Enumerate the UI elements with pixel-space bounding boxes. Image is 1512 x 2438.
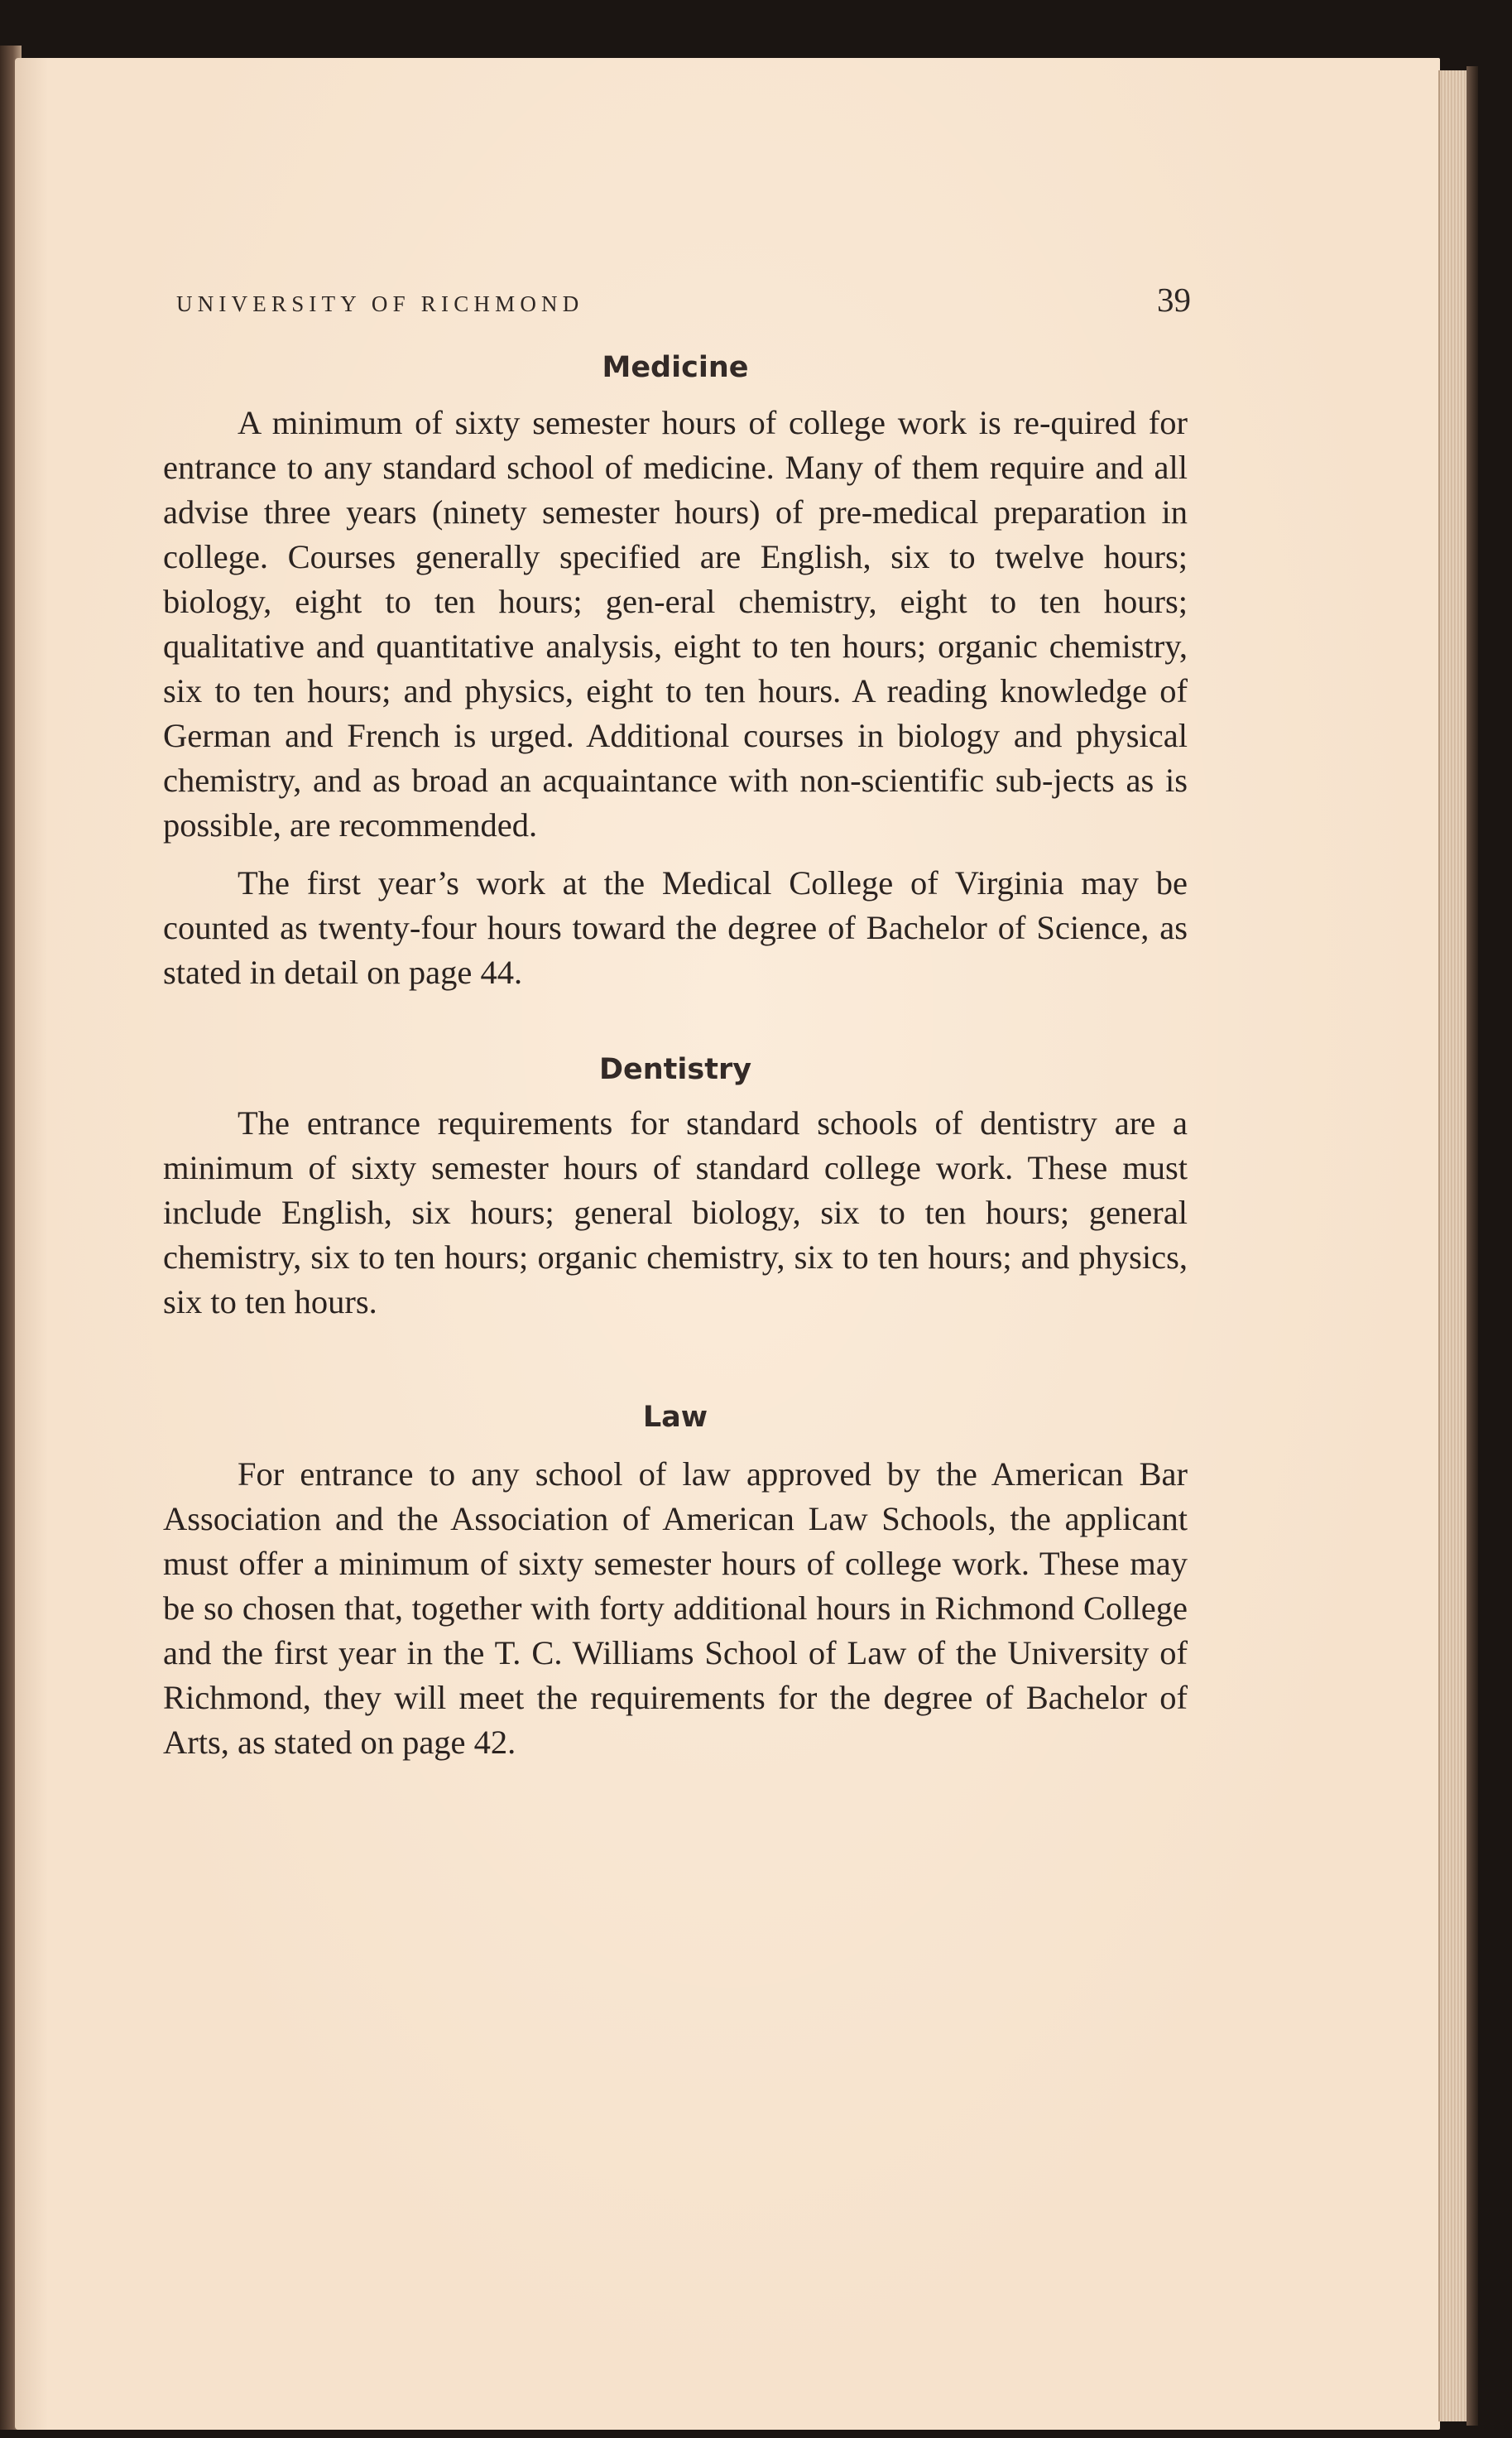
section-title-dentistry: Dentistry bbox=[598, 1053, 752, 1086]
section-title-law: Law bbox=[642, 1401, 708, 1434]
page-text bbox=[163, 281, 1191, 1765]
page-stack-edge bbox=[1438, 70, 1470, 2421]
running-head: UNIVERSITY OF RICHMOND bbox=[176, 291, 584, 316]
book-cover-edge bbox=[1466, 66, 1478, 2426]
section-title-medicine: Medicine bbox=[602, 351, 749, 384]
page-header bbox=[163, 281, 1191, 348]
paragraph-medicine-1: A minimum of sixty semester hours of college work is re-quired for entrance to any standard school of medicine. Many of them require and all advise three years (ninety semester hours) of pre-medical preparation in college. Courses generally specified are English, six to twelve hours; biology, eight to ten hours; gen-eral chemistry, eight to ten hours; qualitative and quantitative analysis, eight to ten hours; organic chemistry, six to ten hours; and physics, eight to ten hours. A reading knowledge of German and French is urged. Additional courses in biology and physical chemistry, and as broad an acquaintance with non-scientific sub-jects as is possible, are recommended. bbox=[163, 404, 1188, 844]
paragraph-dentistry-1: The entrance requirements for standard schools of dentistry are a minimum of sixty semester hours of standard college work. These must include English, six hours; general biology, six to ten hours; general chemistry, six to ten hours; organic chemistry, six to ten hours; and physics, six to ten hours. bbox=[163, 1104, 1188, 1320]
paragraph-law-1: For entrance to any school of law approved by the American Bar Association and the Association of American Law Schools, the applicant must offer a minimum of sixty semester hours of college work. These may be so chosen that, together with forty additional hours in Richmond College and the first year in the T. C. Williams School of Law of the University of Richmond, they will meet the requirements for the degree of Bachelor of Arts, as stated on page 42. bbox=[163, 1455, 1188, 1761]
page-number: 39 bbox=[1157, 281, 1191, 319]
paragraph-medicine-2: The first year’s work at the Medical College of Virginia may be counted as twenty-four hours toward the degree of Bachelor of Science, as stated in detail on page 44. bbox=[163, 864, 1188, 991]
